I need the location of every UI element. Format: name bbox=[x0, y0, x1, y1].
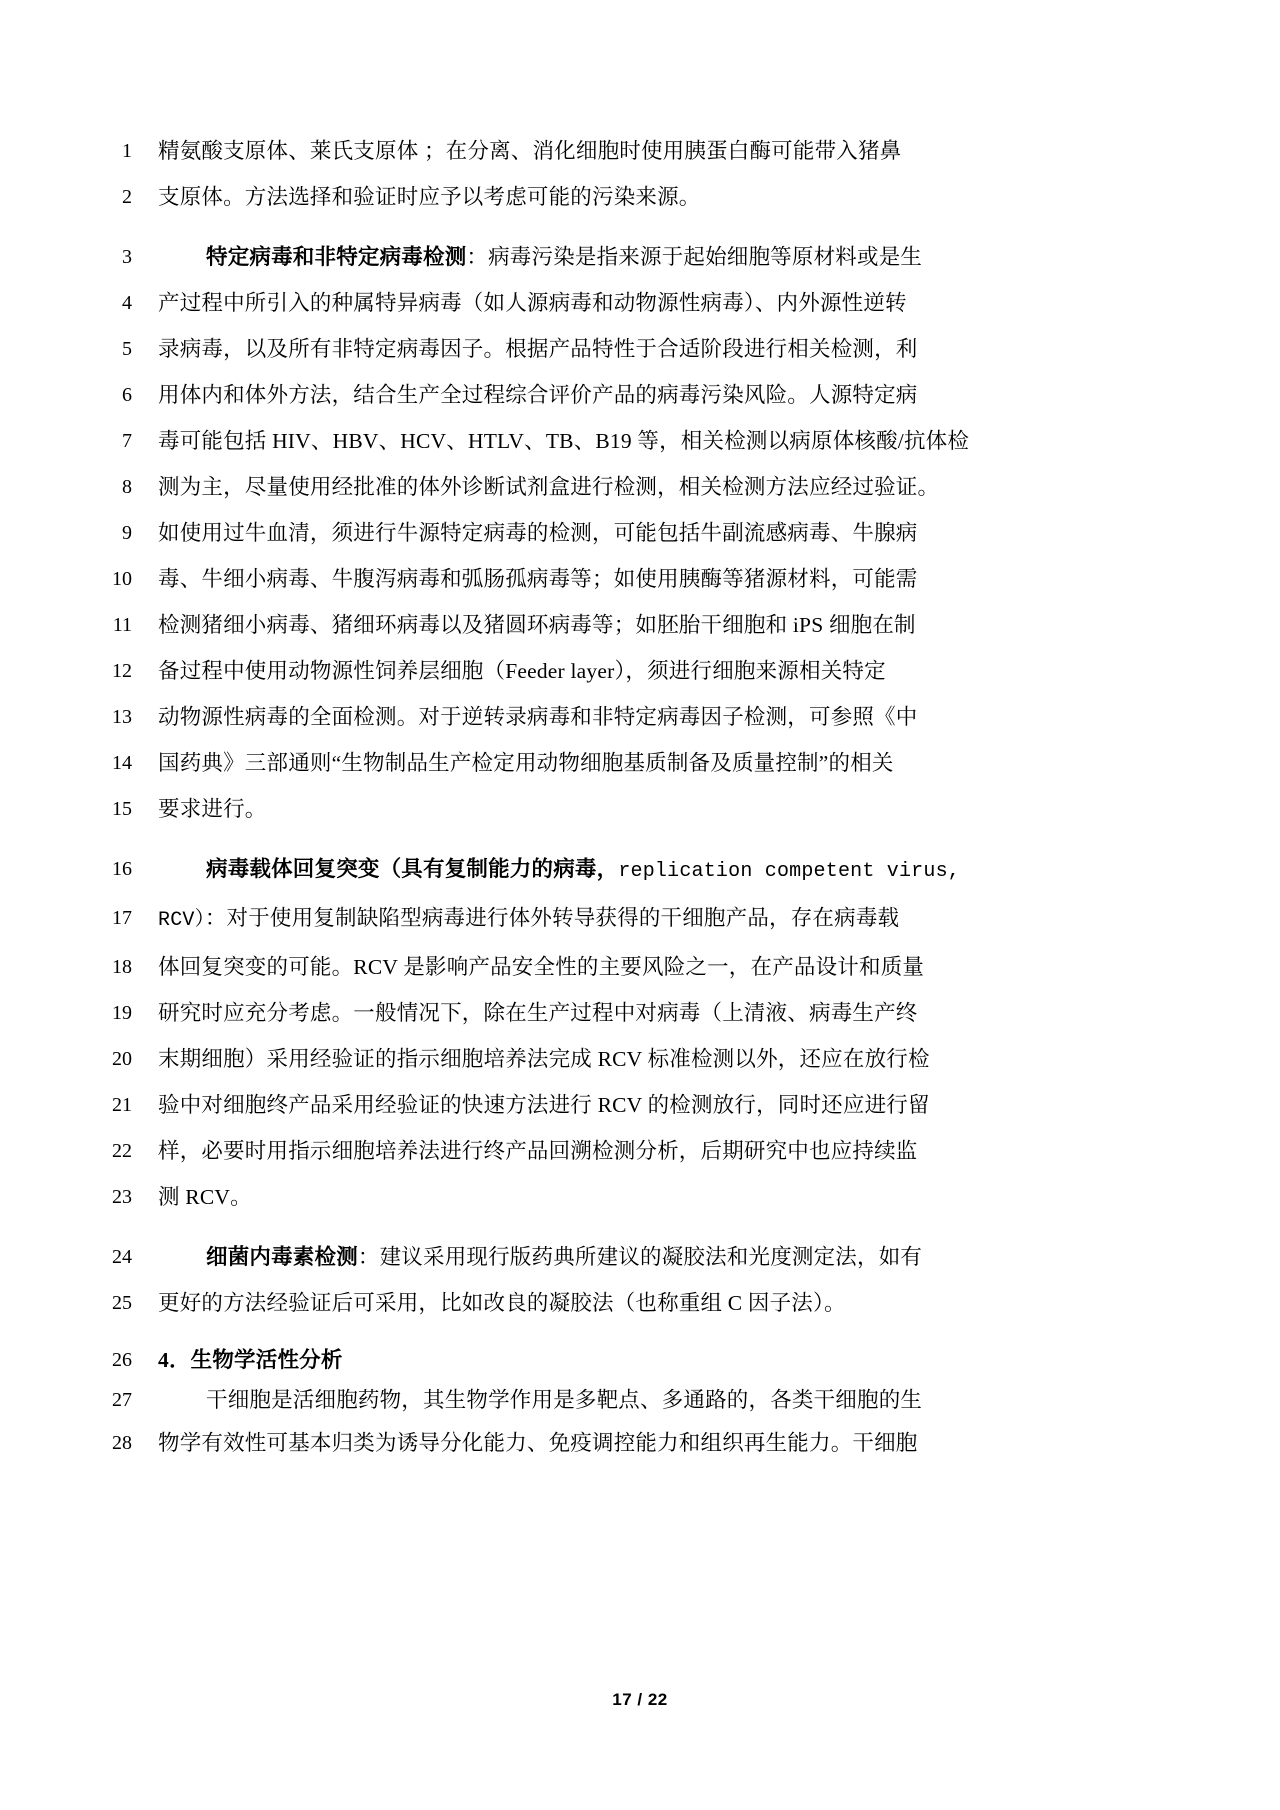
text-segment: RCV） bbox=[158, 909, 205, 932]
text-segment: 毒、牛细小病毒、牛腹泻病毒和弧肠孤病毒等；如使用胰酶等猪源材料，可能需 bbox=[158, 567, 918, 591]
text-segment: 4．生物学活性分析 bbox=[158, 1348, 343, 1372]
line-text bbox=[158, 1128, 1110, 1174]
line-number: 17 bbox=[112, 907, 132, 929]
text-segment: 干细胞是活细胞药物，其生物学作用是多靶点、多通路的，各类干细胞的生 bbox=[206, 1388, 923, 1412]
line-number: 14 bbox=[112, 752, 132, 774]
text-segment: 验中对细胞终产品采用经验证的快速方法进行 RCV 的检测放行，同时还应进行留 bbox=[158, 1093, 930, 1117]
line-text bbox=[158, 128, 1110, 174]
line-text bbox=[158, 1234, 1110, 1280]
text-segment: 物学有效性可基本归类为诱导分化能力、免疫调控能力和组织再生能力。干细胞 bbox=[158, 1431, 918, 1455]
text-segment: 如使用过牛血清，须进行牛源特定病毒的检测，可能包括牛副流感病毒、牛腺病 bbox=[158, 521, 918, 545]
line-number: 18 bbox=[112, 956, 132, 978]
document-line bbox=[100, 846, 1110, 895]
line-text bbox=[158, 786, 1110, 832]
document-line bbox=[100, 280, 1110, 326]
text-segment: 细菌内毒素检测 bbox=[206, 1245, 358, 1269]
line-number: 21 bbox=[112, 1094, 132, 1116]
text-segment: 要求进行。 bbox=[158, 797, 267, 821]
document-line bbox=[100, 326, 1110, 372]
text-segment: 研究时应充分考虑。一般情况下，除在生产过程中对病毒（上清液、病毒生产终 bbox=[158, 1001, 918, 1025]
line-number: 9 bbox=[122, 522, 132, 544]
line-number: 8 bbox=[122, 476, 132, 498]
line-number: 27 bbox=[112, 1389, 132, 1411]
document-line bbox=[100, 786, 1110, 832]
line-text bbox=[158, 464, 1110, 510]
text-segment: 精氨酸支原体、莱氏支原体 ；在分离、消化细胞时使用胰蛋白酶可能带入猪鼻 bbox=[158, 139, 902, 163]
text-segment: 用体内和体外方法，结合生产全过程综合评价产品的病毒污染风险。人源特定病 bbox=[158, 383, 918, 407]
line-text bbox=[158, 846, 1110, 895]
line-text bbox=[158, 740, 1110, 786]
line-text bbox=[158, 234, 1110, 280]
document-line bbox=[100, 1234, 1110, 1280]
paragraph-spacer bbox=[100, 1220, 1110, 1234]
line-number: 11 bbox=[112, 614, 132, 636]
line-text bbox=[158, 602, 1110, 648]
line-text bbox=[158, 326, 1110, 372]
text-segment: 国药典》三部通则“生物制品生产检定用动物细胞基质制备及质量控制”的相关 bbox=[158, 751, 894, 775]
document-line bbox=[100, 556, 1110, 602]
paragraph-spacer bbox=[100, 1326, 1110, 1340]
line-number: 12 bbox=[112, 660, 132, 682]
line-text bbox=[158, 694, 1110, 740]
document-line bbox=[100, 944, 1110, 990]
document-line bbox=[100, 895, 1110, 944]
document-line bbox=[100, 1340, 1110, 1380]
line-number: 10 bbox=[112, 568, 132, 590]
text-segment: 支原体。方法选择和验证时应予以考虑可能的污染来源。 bbox=[158, 185, 701, 209]
document-line bbox=[100, 602, 1110, 648]
text-segment: 测 RCV。 bbox=[158, 1185, 252, 1209]
line-number: 1 bbox=[122, 140, 132, 162]
text-segment: 毒可能包括 HIV、HBV、HCV、HTLV、TB、B19 等，相关检测以病原体核酸/抗体检 bbox=[158, 429, 970, 453]
line-number: 24 bbox=[112, 1246, 132, 1268]
document-line bbox=[100, 128, 1110, 174]
document-line bbox=[100, 1420, 1110, 1466]
text-segment: ：对于使用复制缺陷型病毒进行体外转导获得的干细胞产品，存在病毒载 bbox=[204, 906, 900, 930]
document-line bbox=[100, 1280, 1110, 1326]
line-number: 23 bbox=[112, 1186, 132, 1208]
line-number: 25 bbox=[112, 1292, 132, 1314]
line-number: 26 bbox=[112, 1349, 132, 1371]
line-number: 22 bbox=[112, 1140, 132, 1162]
line-text bbox=[158, 944, 1110, 990]
line-text bbox=[158, 556, 1110, 602]
document-line bbox=[100, 1174, 1110, 1220]
line-text bbox=[158, 372, 1110, 418]
document-line bbox=[100, 174, 1110, 220]
document-line bbox=[100, 694, 1110, 740]
line-number: 5 bbox=[122, 338, 132, 360]
line-text bbox=[158, 648, 1110, 694]
document-line bbox=[100, 372, 1110, 418]
line-number: 2 bbox=[122, 186, 132, 208]
text-segment: 测为主，尽量使用经批准的体外诊断试剂盒进行检测，相关检测方法应经过验证。 bbox=[158, 475, 940, 499]
paragraph-spacer bbox=[100, 220, 1110, 234]
line-text bbox=[158, 895, 1110, 944]
text-segment: 备过程中使用动物源性饲养层细胞（Feeder layer），须进行细胞来源相关特定 bbox=[158, 659, 886, 683]
text-segment: 动物源性病毒的全面检测。对于逆转录病毒和非特定病毒因子检测，可参照《中 bbox=[158, 705, 918, 729]
line-text bbox=[158, 418, 1110, 464]
line-number: 7 bbox=[122, 430, 132, 452]
document-line bbox=[100, 648, 1110, 694]
document-line bbox=[100, 510, 1110, 556]
document-line bbox=[100, 1036, 1110, 1082]
text-segment: 更好的方法经验证后可采用，比如改良的凝胶法（也称重组 C 因子法）。 bbox=[158, 1291, 846, 1315]
line-number: 20 bbox=[112, 1048, 132, 1070]
line-text bbox=[158, 1340, 1110, 1380]
line-number: 16 bbox=[112, 858, 132, 880]
text-segment: 病毒载体回复突变（具有复制能力的病毒， bbox=[206, 857, 619, 881]
line-number: 19 bbox=[112, 1002, 132, 1024]
line-text bbox=[158, 990, 1110, 1036]
document-line bbox=[100, 464, 1110, 510]
document-line bbox=[100, 1128, 1110, 1174]
line-number: 13 bbox=[112, 706, 132, 728]
line-text bbox=[158, 174, 1110, 220]
line-text bbox=[158, 1036, 1110, 1082]
text-segment: 样，必要时用指示细胞培养法进行终产品回溯检测分析，后期研究中也应持续监 bbox=[158, 1139, 918, 1163]
line-text bbox=[158, 280, 1110, 326]
text-segment: ：建议采用现行版药典所建议的凝胶法和光度测定法，如有 bbox=[357, 1245, 923, 1269]
document-line bbox=[100, 234, 1110, 280]
line-number: 4 bbox=[122, 292, 132, 314]
line-number: 6 bbox=[122, 384, 132, 406]
line-text bbox=[158, 1280, 1110, 1326]
page-footer: 17 / 22 bbox=[612, 1690, 668, 1709]
text-segment: 末期细胞）采用经验证的指示细胞培养法完成 RCV 标准检测以外，还应在放行检 bbox=[158, 1047, 930, 1071]
line-number: 15 bbox=[112, 798, 132, 820]
text-segment: 特定病毒和非特定病毒检测 bbox=[206, 245, 467, 269]
line-number: 3 bbox=[122, 246, 132, 268]
text-segment: 体回复突变的可能。RCV 是影响产品安全性的主要风险之一，在产品设计和质量 bbox=[158, 955, 925, 979]
text-segment: 录病毒，以及所有非特定病毒因子。根据产品特性于合适阶段进行相关检测，利 bbox=[158, 337, 918, 361]
paragraph-spacer bbox=[100, 832, 1110, 846]
line-text bbox=[158, 1420, 1110, 1466]
line-text bbox=[158, 1082, 1110, 1128]
document-line bbox=[100, 418, 1110, 464]
document-line bbox=[100, 1082, 1110, 1128]
text-segment: 产过程中所引入的种属特异病毒（如人源病毒和动物源性病毒）、内外源性逆转 bbox=[158, 291, 907, 315]
text-segment: ：病毒污染是指来源于起始细胞等原材料或是生 bbox=[466, 245, 923, 269]
text-segment: replication competent virus, bbox=[618, 860, 960, 883]
line-text bbox=[158, 510, 1110, 556]
line-number: 28 bbox=[112, 1432, 132, 1454]
document-line bbox=[100, 1380, 1110, 1420]
line-text bbox=[158, 1380, 1110, 1420]
document-line bbox=[100, 990, 1110, 1036]
document-body bbox=[100, 128, 1110, 1466]
document-line bbox=[100, 740, 1110, 786]
line-text bbox=[158, 1174, 1110, 1220]
text-segment: 检测猪细小病毒、猪细环病毒以及猪圆环病毒等；如胚胎干细胞和 iPS 细胞在制 bbox=[158, 613, 916, 637]
